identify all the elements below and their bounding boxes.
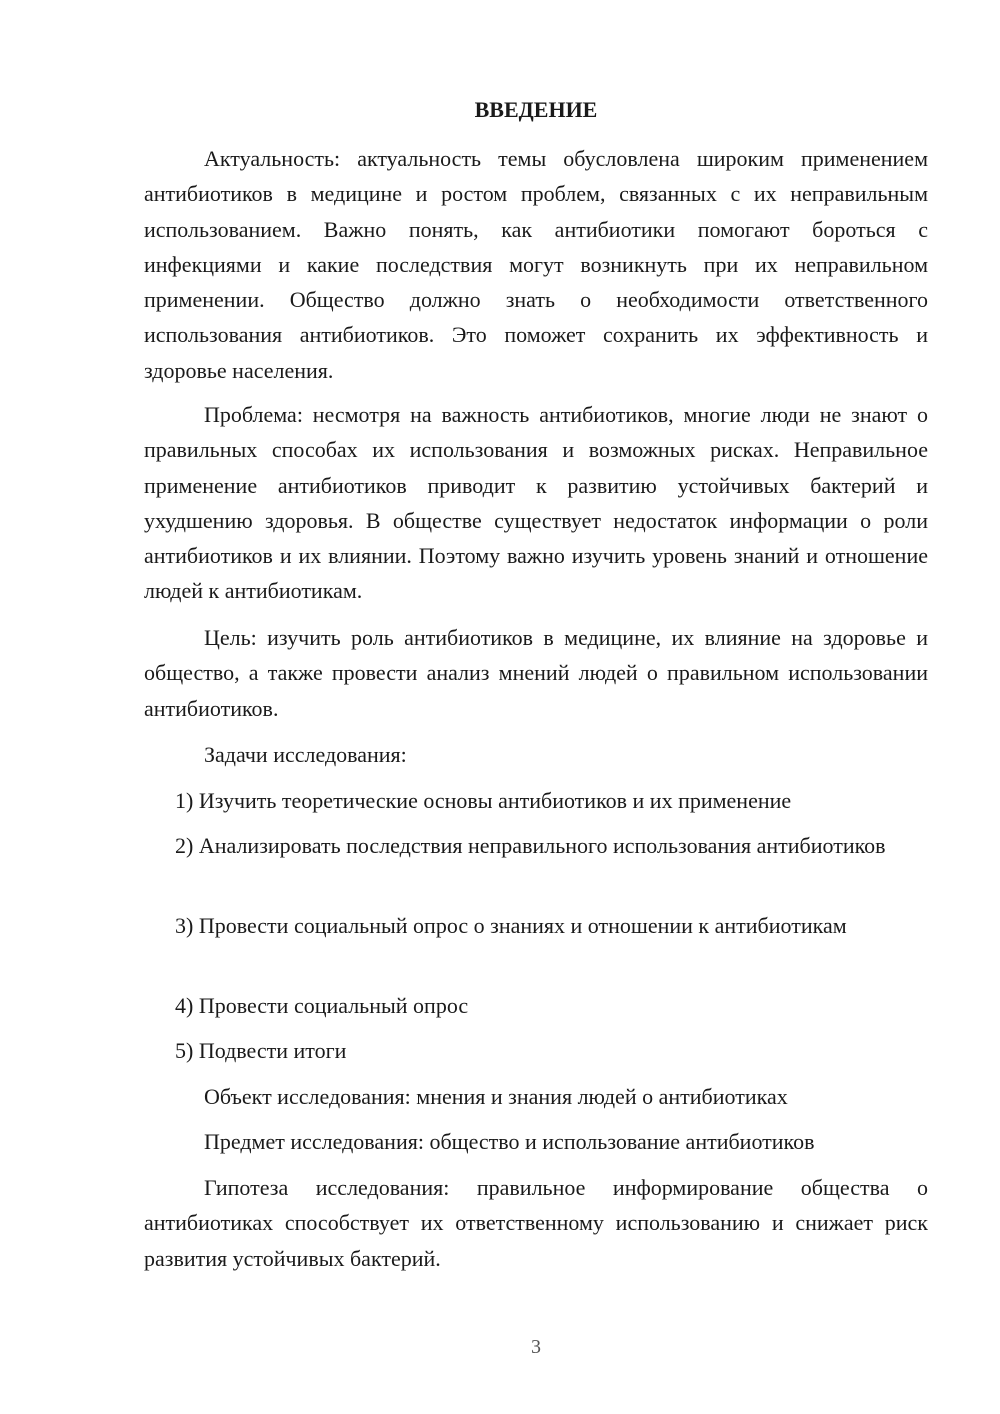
paragraph-problem: Проблема: несмотря на важность антибиотиков, многие люди не знают о правильных способах их использования и возможных рисках. Неправильное применение антибиотиков приводит к развитию устойчивых бактерий и ухудшению здоровья. В обществе существует недостаток информации о роли антибиотиков и их влиянии. Поэтому важно изучить уровень знаний и отношение людей к антибиотикам. bbox=[144, 402, 928, 604]
paragraph-subject: Предмет исследования: общество и использование антибиотиков bbox=[204, 1129, 815, 1154]
paragraph-goal: Цель: изучить роль антибиотиков в медицине, их влияние на здоровье и общество, а также провести анализ мнений людей о правильном использовании антибиотиков. bbox=[144, 625, 928, 721]
page-title: ВВЕДЕНИЕ bbox=[474, 97, 598, 122]
task-item: 4) Провести социальный опрос bbox=[175, 993, 469, 1018]
task-item: 3) Провести социальный опрос о знаниях и отношении к антибиотикам bbox=[175, 913, 847, 938]
page-number: 3 bbox=[531, 1336, 541, 1358]
task-item: 2) Анализировать последствия неправильного использования антибиотиков bbox=[175, 833, 886, 858]
paragraph-object: Объект исследования: мнения и знания людей о антибиотиках bbox=[204, 1084, 788, 1109]
paragraph-relevance: Актуальность: актуальность темы обусловлена широким применением антибиотиков в медицине и ростом проблем, связанных с их неправильным использованием. Важно понять, как антибиотики помогают бороться с инфекциями и какие последствия могут возникнуть при их неправильном применении. Общество должно знать о необходимости ответственного использования антибиотиков. Это поможет сохранить их эффективность и здоровье населения. bbox=[144, 146, 928, 383]
tasks-heading: Задачи исследования: bbox=[204, 742, 407, 767]
paragraph-hypothesis: Гипотеза исследования: правильное информирование общества о антибиотиках способствует их ответственному использованию и снижает риск развития устойчивых бактерий. bbox=[144, 1175, 928, 1271]
task-item: 5) Подвести итоги bbox=[175, 1038, 347, 1063]
task-item: 1) Изучить теоретические основы антибиотиков и их применение bbox=[175, 788, 792, 813]
